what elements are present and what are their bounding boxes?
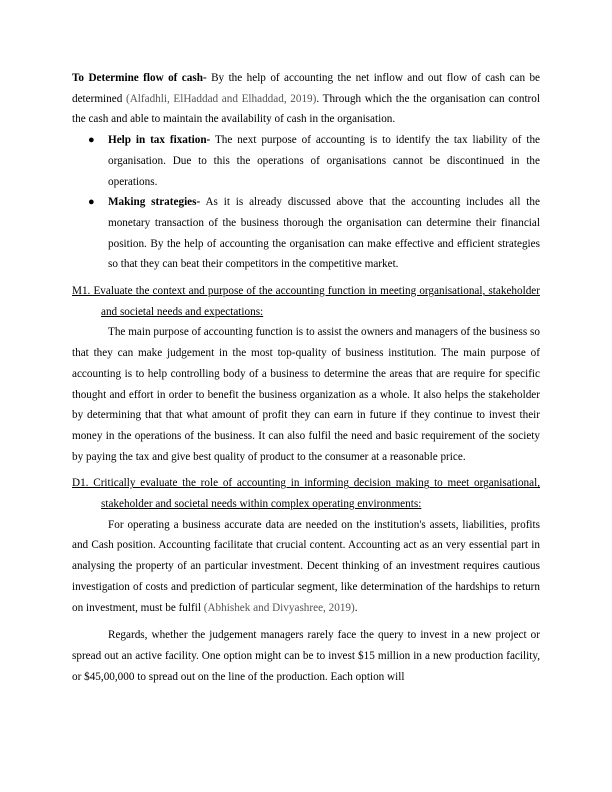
m1-heading: M1. Evaluate the context and purpose of the accounting function in meeting organisational, stakeholder and societal needs and expectations: [72,285,540,318]
list-item-title: Help in tax fixation- [108,134,211,147]
document-body [72,68,540,687]
list-item-strategies [72,192,540,275]
d1-paragraph-1 [72,515,540,619]
bullet-icon: ● [88,134,95,147]
d1-paragraph-1-end: . [354,601,358,614]
cash-flow-title: To Determine flow of cash- [72,72,207,84]
cash-flow-text-end: . Through which the the organisation can control the cash and able to maintain the availability of cash in the organisation. [72,92,540,126]
cash-flow-paragraph [72,68,540,130]
d1-paragraph-2: Regards, whether the judgement managers rarely face the query to invest in a new project or spread out an active facility. One option might can be to invest $15 million in a new production facility, or $45,00,000 to spread out on the line of the production. Each option will [72,629,540,683]
d1-citation: (Abhishek and Divyashree, 2019) [203,601,355,614]
cash-flow-text: By the help of accounting the net inflow and out flow of cash can be determined [72,72,541,105]
cash-flow-citation: (Alfadhli, ElHaddad and Elhaddad, 2019) [125,92,317,105]
list-item-title: Making strategies- [108,196,201,209]
m1-paragraph: The main purpose of accounting function is to assist the owners and managers of the business so that they can make judgement in the most top-quality of business institution. The main purpose of accounting is to help controlling body of a business to determine the areas that are require for specific thought and effort in order to benefit the business organization as a whole. It also helps the stakeholder by determining that that what amount of profit they can earn in future if they continue to invest their money in the operations of the business. It can also fulfil the need and basic requirement of the society by paying the tax and give best quality of product to the consumer at a reasonable price. [72,326,540,463]
list-item-text: As it is already discussed above that the accounting includes all the monetary transaction of the business thorough the organisation can determine their financial position. By the help of accounting the organisation can make effective and efficient strategies so that they can beat their competitors in the competitive market. [108,196,540,271]
bullet-icon: ● [88,196,95,209]
list-item-text: The next purpose of accounting is to identify the tax liability of the organisation. Due to this the operations of organisations cannot be discontinued in the operations. [108,134,540,188]
list-item-tax [72,130,540,192]
d1-heading: D1. Critically evaluate the role of accounting in informing decision making to meet organisational, stakeholder and societal needs within complex operating environments: [72,477,540,511]
purpose-list [72,130,540,275]
d1-paragraph-1-text: For operating a business accurate data are needed on the institution's assets, liabilities, profits and Cash position. Accounting facilitate that crucial content. Accounting act as an very essential part in analysing the property of an particular investment. Decent thinking of an investment requires cautious investigation of costs and prediction of particular segment, like determination of the hardships to return on investment, must be fulfil [72,518,540,614]
